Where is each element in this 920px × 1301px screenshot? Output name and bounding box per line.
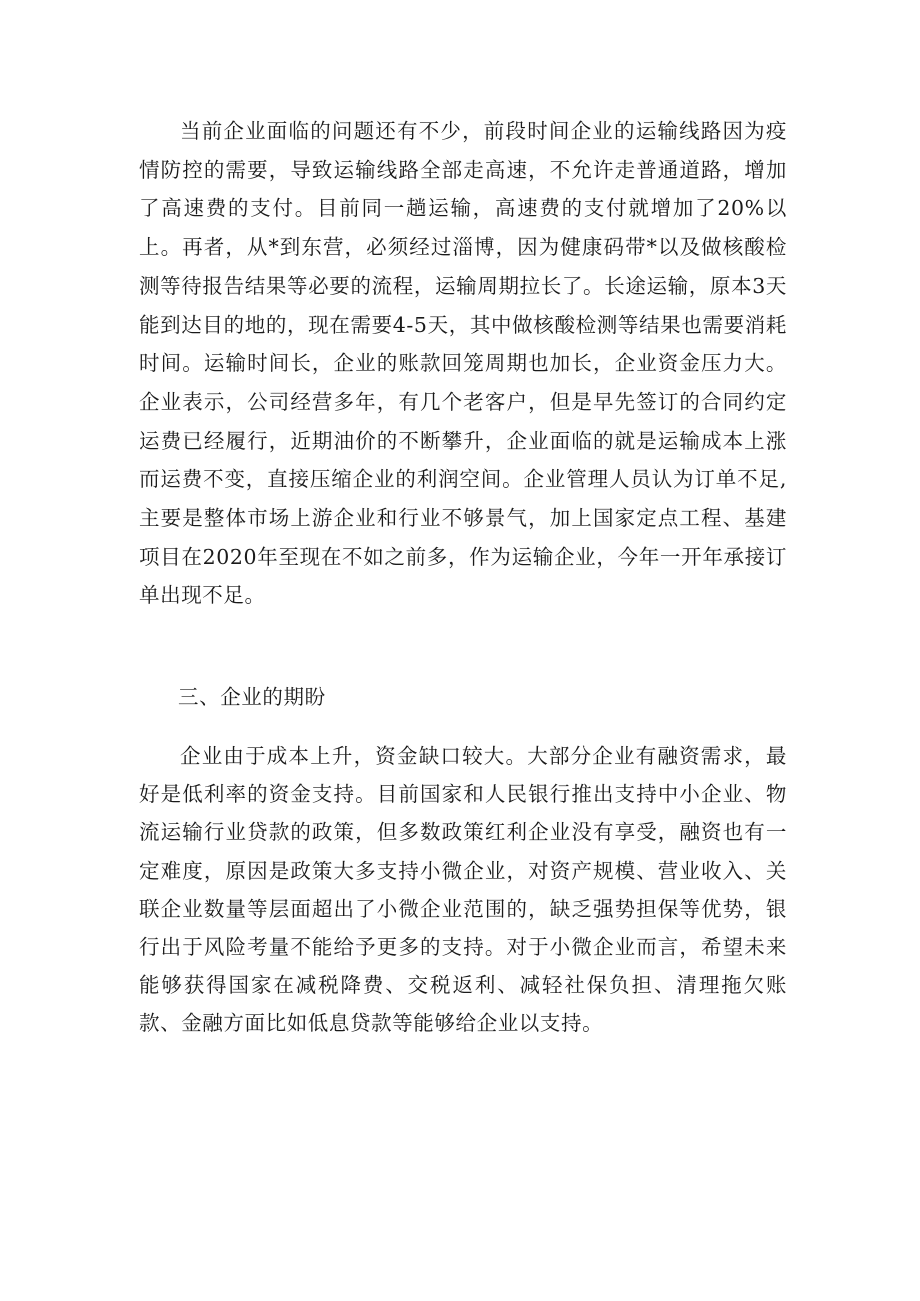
paragraph-expectations: 企业由于成本上升，资金缺口较大。大部分企业有融资需求，最好是低利率的资金支持。目前国家和人民银行推出支持中小企业、物流运输行业贷款的政策，但多数政策红利企业没有享受，融资也有一定难度，原因是政策大多支持小微企业，对资产规模、营业收入、关联企业数量等层面超出了小微企业范围的，缺乏强势担保等优势，银行出于风险考量不能给予更多的支持。对于小微企业而言，希望未来能够获得国家在减税降费、交税返利、减轻社保负担、清理拖欠账款、金融方面比如低息贷款等能够给企业以支持。 [139,744,787,1036]
paragraph-problems: 当前企业面临的问题还有不少，前段时间企业的运输线路因为疫情防控的需要，导致运输线路全部走高速，不允许走普通道路，增加了高速费的支付。目前同一趟运输，高速费的支付就增加了20%以上。再者，从*到东营，必须经过淄博，因为健康码带*以及做核酸检测等待报告结果等必要的流程，运输周期拉长了。长途运输，原本3天能到达目的地的，现在需要4-5天，其中做核酸检测等结果也需要消耗时间。运输时间长，企业的账款回笼周期也加长，企业资金压力大。企业表示，公司经营多年，有几个老客户，但是早先签订的合同约定运费已经履行，近期油价的不断攀升，企业面临的就是运输成本上涨而运费不变，直接压缩企业的利润空间。企业管理人员认为订单不足,主要是整体市场上游企业和行业不够景气，加上国家定点工程、基建项目在2020年至现在不如之前多，作为运输企业，今年一开年承接订单出现不足。 [139,119,788,608]
section-heading-expectations: 三、企业的期盼 [178,685,326,709]
